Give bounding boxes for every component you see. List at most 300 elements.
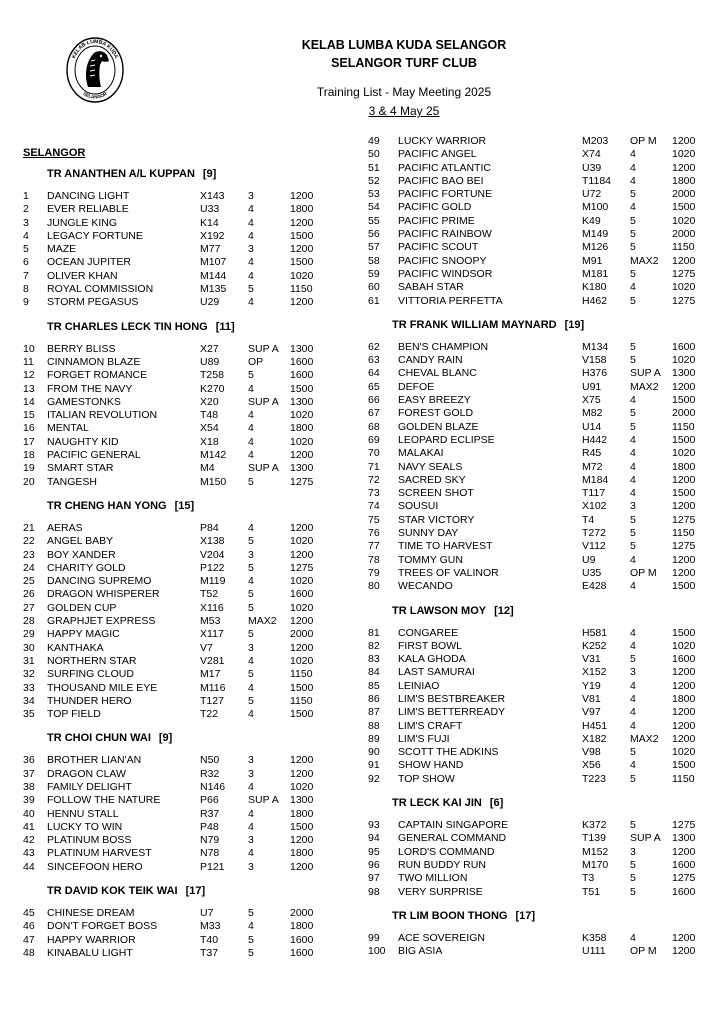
horse-row: [368, 241, 712, 254]
horse-code: M77: [200, 243, 221, 256]
horse-rating: 4: [630, 706, 636, 719]
horse-number: 74: [368, 500, 380, 513]
horse-code: X102: [582, 500, 607, 513]
horse-name: JUNGLE KING: [47, 216, 118, 229]
horse-name: SINCEFOON HERO: [47, 860, 143, 873]
horse-row: [368, 381, 712, 394]
horse-number: 3: [23, 216, 29, 229]
horse-row: [368, 135, 712, 148]
horse-name: THOUSAND MILE EYE: [47, 681, 158, 694]
horse-name: CINNAMON BLAZE: [47, 355, 141, 368]
horse-number: 81: [368, 626, 380, 639]
horse-rating: 3: [248, 641, 254, 654]
horse-row: [23, 190, 330, 203]
horse-number: 52: [368, 174, 380, 187]
horse-rating: 5: [248, 588, 254, 601]
trainer-heading: [368, 318, 712, 332]
horse-rating: 5: [248, 628, 254, 641]
horse-number: 88: [368, 719, 380, 732]
horse-distance: 1150: [672, 241, 695, 254]
trainer-horse-count: [9]: [158, 732, 173, 745]
horse-row: [368, 627, 712, 640]
trainer-name: TR CHOI CHUN WAI: [47, 732, 151, 745]
horse-distance: 2000: [672, 228, 696, 241]
horse-code: T272: [582, 527, 606, 540]
horse-rating: 4: [630, 553, 636, 566]
horse-row: [23, 522, 330, 535]
logo-text-bottom: SELANGOR: [82, 91, 108, 100]
horse-row: [23, 296, 330, 309]
horse-rating: 4: [248, 920, 254, 933]
club-name-malay: KELAB LUMBA KUDA SELANGOR: [301, 38, 507, 52]
horse-name: NAUGHTY KID: [47, 435, 119, 448]
horse-distance: 1200: [290, 615, 314, 628]
horse-rating: 4: [630, 639, 636, 652]
trainer-horse-count: [17]: [185, 885, 206, 898]
horse-rating: 4: [630, 161, 636, 174]
horse-name: PACIFIC WINDSOR: [398, 267, 493, 280]
horse-number: 46: [23, 920, 35, 933]
horse-number: 61: [368, 294, 380, 307]
horse-name: ACE SOVEREIGN: [398, 931, 485, 944]
horse-distance: 1500: [672, 626, 696, 639]
horse-row: [23, 243, 330, 256]
trainer-horse-count: [12]: [494, 604, 514, 617]
horse-number: 54: [368, 201, 380, 214]
horse-name: DRAGON WHISPERER: [47, 588, 160, 601]
horse-distance: 1800: [290, 920, 314, 933]
horse-number: 60: [368, 281, 380, 294]
horse-rating: 5: [630, 214, 636, 227]
horse-number: 91: [368, 759, 380, 772]
horse-row: [368, 201, 712, 214]
trainer-heading: [368, 604, 712, 618]
horse-number: 59: [368, 267, 380, 280]
horse-distance: 1600: [290, 369, 314, 382]
horse-rating: 5: [630, 746, 636, 759]
horse-row: [23, 781, 330, 794]
trainer-heading: [368, 909, 712, 923]
trainer-heading: [23, 499, 330, 513]
horse-code: X116: [200, 601, 224, 614]
logo-text-top: KELAB LUMBA KUDA: [71, 38, 119, 60]
horse-distance: 1020: [672, 639, 696, 652]
horse-number: 87: [368, 706, 380, 719]
horse-code: T258: [200, 369, 224, 382]
horse-rating: MAX2: [630, 732, 659, 745]
horse-name: SOUSUI: [398, 500, 439, 513]
horse-name: FIRST BOWL: [398, 639, 462, 652]
horse-number: 90: [368, 746, 380, 759]
horse-distance: 1020: [672, 447, 696, 460]
horse-row: [23, 270, 330, 283]
horse-row: [368, 268, 712, 281]
trainer-horse-count: [19]: [564, 318, 585, 331]
horse-name: PLATINUM BOSS: [47, 834, 132, 847]
horse-row: [368, 255, 712, 268]
horse-rating: 4: [248, 575, 254, 588]
horse-name: SUNNY DAY: [398, 527, 459, 540]
horse-rating: 5: [248, 933, 254, 946]
horse-rating: 4: [630, 148, 636, 161]
horse-number: 85: [368, 679, 380, 692]
horse-rating: 5: [630, 872, 636, 885]
horse-rating: 3: [248, 190, 254, 202]
horse-row: [368, 341, 712, 354]
horse-code: K252: [582, 639, 607, 652]
horse-number: 78: [368, 553, 380, 566]
horse-row: [23, 409, 330, 422]
horse-row: [368, 228, 712, 241]
horse-number: 84: [368, 666, 380, 679]
horse-row: [23, 768, 330, 781]
horse-code: M203: [582, 135, 609, 147]
horse-name: MENTAL: [47, 422, 89, 435]
horse-name: CHARITY GOLD: [47, 561, 126, 574]
horse-rating: 3: [248, 767, 254, 780]
horse-rating: SUP A: [248, 462, 279, 475]
horse-code: H451: [582, 719, 608, 732]
horse-name: AERAS: [47, 521, 83, 534]
horse-distance: 1200: [672, 845, 696, 858]
horse-rating: 4: [248, 382, 254, 395]
horse-code: T22: [200, 708, 219, 721]
horse-row: [368, 653, 712, 666]
club-name-english: SELANGOR TURF CLUB: [331, 56, 477, 70]
horse-distance: 1200: [672, 254, 696, 267]
trainer-name: TR CHARLES LECK TIN HONG: [47, 320, 208, 333]
horse-name: THUNDER HERO: [47, 694, 132, 707]
horse-code: T52: [200, 588, 219, 601]
horse-row: [23, 615, 330, 628]
horse-rating: 5: [630, 188, 636, 201]
horse-name: PLATINUM HARVEST: [47, 847, 152, 860]
horse-rating: 4: [248, 820, 254, 833]
horse-distance: 1500: [290, 708, 314, 721]
horse-name: TIME TO HARVEST: [398, 540, 493, 553]
horse-name: DRAGON CLAW: [47, 767, 126, 780]
horse-distance: 1800: [672, 174, 696, 187]
horse-name: VERY SURPRISE: [398, 885, 483, 898]
horse-name: GAMESTONKS: [47, 395, 121, 408]
horse-rating: 4: [248, 654, 254, 667]
horse-distance: 1200: [672, 473, 696, 486]
horse-name: FOLLOW THE NATURE: [47, 794, 161, 807]
horse-distance: 1020: [290, 435, 314, 448]
horse-rating: 4: [248, 807, 254, 820]
horse-code: M126: [582, 241, 609, 254]
horse-row: [368, 846, 712, 859]
right-column: [368, 135, 712, 958]
horse-distance: 1275: [672, 267, 696, 280]
trainer-name: TR LECK KAI JIN: [392, 797, 482, 810]
horse-name: PACIFIC SCOUT: [398, 241, 479, 254]
horse-row: [368, 474, 712, 487]
horse-name: DEFOE: [398, 380, 435, 393]
horse-name: NORTHERN STAR: [47, 654, 137, 667]
horse-rating: 5: [248, 907, 254, 920]
horse-rating: 4: [248, 708, 254, 721]
horse-number: 99: [368, 931, 380, 944]
horse-name: DANCING LIGHT: [47, 190, 130, 202]
horse-rating: 4: [630, 394, 636, 407]
horse-number: 98: [368, 885, 380, 898]
horse-number: 80: [368, 580, 380, 593]
horse-distance: 2000: [290, 628, 314, 641]
horse-rating: 5: [630, 241, 636, 254]
horse-name: KINABALU LIGHT: [47, 946, 133, 959]
horse-distance: 1275: [672, 513, 696, 526]
horse-distance: 1800: [290, 807, 314, 820]
trainer-horse-count: [11]: [215, 320, 235, 333]
horse-distance: 1500: [290, 820, 314, 833]
horse-name: BROTHER LIAN'AN: [47, 754, 142, 767]
horse-name: CANDY RAIN: [398, 354, 463, 367]
horse-distance: 1020: [672, 354, 696, 367]
horse-code: M107: [200, 256, 227, 269]
horse-row: [23, 343, 330, 356]
horse-distance: 1020: [290, 780, 314, 793]
horse-rating: 5: [248, 535, 254, 548]
horse-rating: 4: [248, 780, 254, 793]
horse-row: [23, 396, 330, 409]
trainer-name: TR LAWSON MOY: [392, 604, 487, 617]
horse-number: 69: [368, 433, 380, 446]
horse-number: 42: [23, 834, 35, 847]
horse-row: [23, 422, 330, 435]
trainer-horse-count: [17]: [515, 909, 536, 922]
horse-name: SABAH STAR: [398, 281, 464, 294]
horse-number: 40: [23, 807, 35, 820]
horse-code: U35: [582, 566, 602, 579]
horse-distance: 1275: [672, 819, 696, 832]
horse-distance: 1200: [672, 500, 696, 513]
horse-rating: 4: [248, 216, 254, 229]
horse-row: [368, 859, 712, 872]
horse-row: [23, 217, 330, 230]
horse-distance: 1020: [672, 281, 696, 294]
horse-code: P121: [200, 860, 225, 873]
trainer-horse-count: [15]: [174, 499, 195, 512]
trainer-heading: [23, 731, 330, 745]
horse-code: H581: [582, 626, 608, 639]
horse-distance: 1200: [290, 641, 314, 654]
horse-name: BERRY BLISS: [47, 342, 116, 355]
horse-rating: 4: [248, 296, 254, 309]
horse-code: X54: [200, 422, 219, 435]
horse-row: [23, 682, 330, 695]
horse-code: M4: [200, 462, 215, 475]
horse-code: X152: [582, 666, 607, 679]
horse-code: P84: [200, 521, 219, 534]
horse-code: X182: [582, 732, 607, 745]
horse-code: P122: [200, 561, 225, 574]
horse-code: M135: [200, 283, 227, 296]
horse-row: [23, 668, 330, 681]
horse-code: U91: [582, 380, 602, 393]
horse-row: [23, 861, 330, 874]
horse-number: 62: [368, 340, 380, 353]
horse-rating: 4: [248, 409, 254, 422]
horse-number: 92: [368, 772, 380, 785]
horse-distance: 1200: [290, 449, 314, 462]
horse-distance: 1200: [290, 243, 314, 256]
trainer-heading: [23, 884, 330, 898]
horse-rating: 5: [630, 772, 636, 785]
horse-code: R32: [200, 767, 220, 780]
horse-number: 44: [23, 860, 35, 873]
horse-code: M33: [200, 920, 221, 933]
horse-number: 36: [23, 754, 35, 767]
horse-code: T51: [582, 885, 601, 898]
horse-name: GRAPHJET EXPRESS: [47, 615, 156, 628]
horse-rating: OP M: [630, 566, 657, 579]
horse-code: T223: [582, 772, 606, 785]
horse-row: [368, 447, 712, 460]
horse-rating: 4: [630, 201, 636, 214]
horse-code: M152: [582, 845, 609, 858]
horse-name: KALA GHODA: [398, 653, 466, 666]
horse-name: SCOTT THE ADKINS: [398, 746, 499, 759]
horse-name: LORD'S COMMAND: [398, 845, 495, 858]
horse-name: SURFING CLOUD: [47, 668, 134, 681]
horse-number: 50: [368, 148, 380, 161]
horse-number: 86: [368, 692, 380, 705]
horse-rating: 5: [630, 407, 636, 420]
horse-rating: 5: [248, 475, 254, 488]
horse-distance: 1800: [290, 422, 314, 435]
horse-row: [23, 847, 330, 860]
horse-distance: 1200: [672, 566, 696, 579]
horse-row: [368, 367, 712, 380]
horse-name: FOREST GOLD: [398, 407, 474, 420]
horse-name: GOLDEN BLAZE: [398, 420, 479, 433]
horse-code: P66: [200, 794, 219, 807]
horse-rating: 4: [630, 719, 636, 732]
horse-number: 89: [368, 732, 380, 745]
horse-code: U33: [200, 203, 220, 216]
horse-code: X18: [200, 435, 219, 448]
horse-rating: 5: [248, 561, 254, 574]
horse-rating: 3: [630, 500, 636, 513]
trainer-horse-count: [9]: [202, 168, 217, 180]
horse-code: X56: [582, 759, 601, 772]
horse-distance: 1200: [672, 135, 696, 147]
horse-rating: 3: [248, 834, 254, 847]
horse-rating: 5: [630, 420, 636, 433]
horse-number: 70: [368, 447, 380, 460]
horse-name: EVER RELIABLE: [47, 203, 129, 216]
horse-code: X74: [582, 148, 601, 161]
horse-distance: 1020: [290, 654, 314, 667]
horse-row: [368, 554, 712, 567]
horse-number: 43: [23, 847, 35, 860]
horse-number: 65: [368, 380, 380, 393]
horse-rating: 5: [248, 369, 254, 382]
horse-code: M82: [582, 407, 603, 420]
horse-rating: SUP A: [630, 832, 661, 845]
horse-number: 27: [23, 601, 35, 614]
horse-distance: 1020: [672, 148, 696, 161]
horse-name: LUCKY TO WIN: [47, 820, 123, 833]
horse-code: T127: [200, 694, 224, 707]
horse-distance: 1150: [290, 668, 313, 681]
document-title: Training List - May Meeting 2025: [316, 85, 492, 99]
horse-row: [368, 215, 712, 228]
horse-distance: 1200: [672, 666, 696, 679]
horse-rating: 5: [630, 540, 636, 553]
horse-name: PACIFIC RAINBOW: [398, 228, 492, 241]
horse-code: V7: [200, 641, 213, 654]
horse-number: 51: [368, 161, 380, 174]
horse-name: ANGEL BABY: [47, 535, 114, 548]
horse-distance: 1500: [672, 759, 696, 772]
trainer-heading: [23, 320, 330, 334]
horse-distance: 1800: [672, 460, 696, 473]
horse-row: [23, 369, 330, 382]
horse-code: T48: [200, 409, 219, 422]
horse-row: [368, 832, 712, 845]
horse-number: 93: [368, 819, 380, 832]
horse-distance: 1500: [290, 382, 314, 395]
horse-number: 57: [368, 241, 380, 254]
trainer-name: TR FRANK WILLIAM MAYNARD: [392, 318, 557, 331]
horse-code: M134: [582, 340, 609, 353]
horse-rating: 4: [630, 460, 636, 473]
horse-rating: 4: [630, 447, 636, 460]
horse-number: 77: [368, 540, 380, 553]
horse-distance: 1300: [290, 462, 314, 475]
horse-rating: 3: [630, 845, 636, 858]
horse-row: [368, 567, 712, 580]
horse-row: [368, 819, 712, 832]
horse-number: 12: [23, 369, 35, 382]
horse-row: [23, 449, 330, 462]
horse-number: 47: [23, 933, 35, 946]
horse-number: 48: [23, 946, 35, 959]
horse-row: [368, 680, 712, 693]
horse-row: [23, 754, 330, 767]
horse-code: P48: [200, 820, 219, 833]
horse-distance: 1300: [672, 367, 696, 380]
horse-number: 76: [368, 527, 380, 540]
horse-row: [368, 773, 712, 786]
horse-name: LEINIAO: [398, 679, 440, 692]
horse-code: M91: [582, 254, 603, 267]
horse-row: [23, 476, 330, 489]
horse-name: BIG ASIA: [398, 945, 443, 958]
horse-distance: 1600: [672, 340, 696, 353]
horse-number: 37: [23, 767, 35, 780]
horse-code: H376: [582, 367, 608, 380]
horse-distance: 1500: [672, 487, 696, 500]
horse-rating: 4: [630, 281, 636, 294]
horse-name: SMART STAR: [47, 462, 114, 475]
horse-row: [23, 436, 330, 449]
horse-name: HAPPY MAGIC: [47, 628, 120, 641]
horse-row: [23, 821, 330, 834]
horse-number: 67: [368, 407, 380, 420]
horse-rating: 3: [630, 666, 636, 679]
horse-code: N79: [200, 834, 220, 847]
horse-number: 32: [23, 668, 35, 681]
horse-number: 100: [368, 945, 386, 958]
horse-distance: 1500: [672, 433, 696, 446]
horse-row: [23, 642, 330, 655]
horse-row: [368, 666, 712, 679]
horse-distance: 1500: [672, 201, 696, 214]
horse-name: PACIFIC GENERAL: [47, 449, 141, 462]
